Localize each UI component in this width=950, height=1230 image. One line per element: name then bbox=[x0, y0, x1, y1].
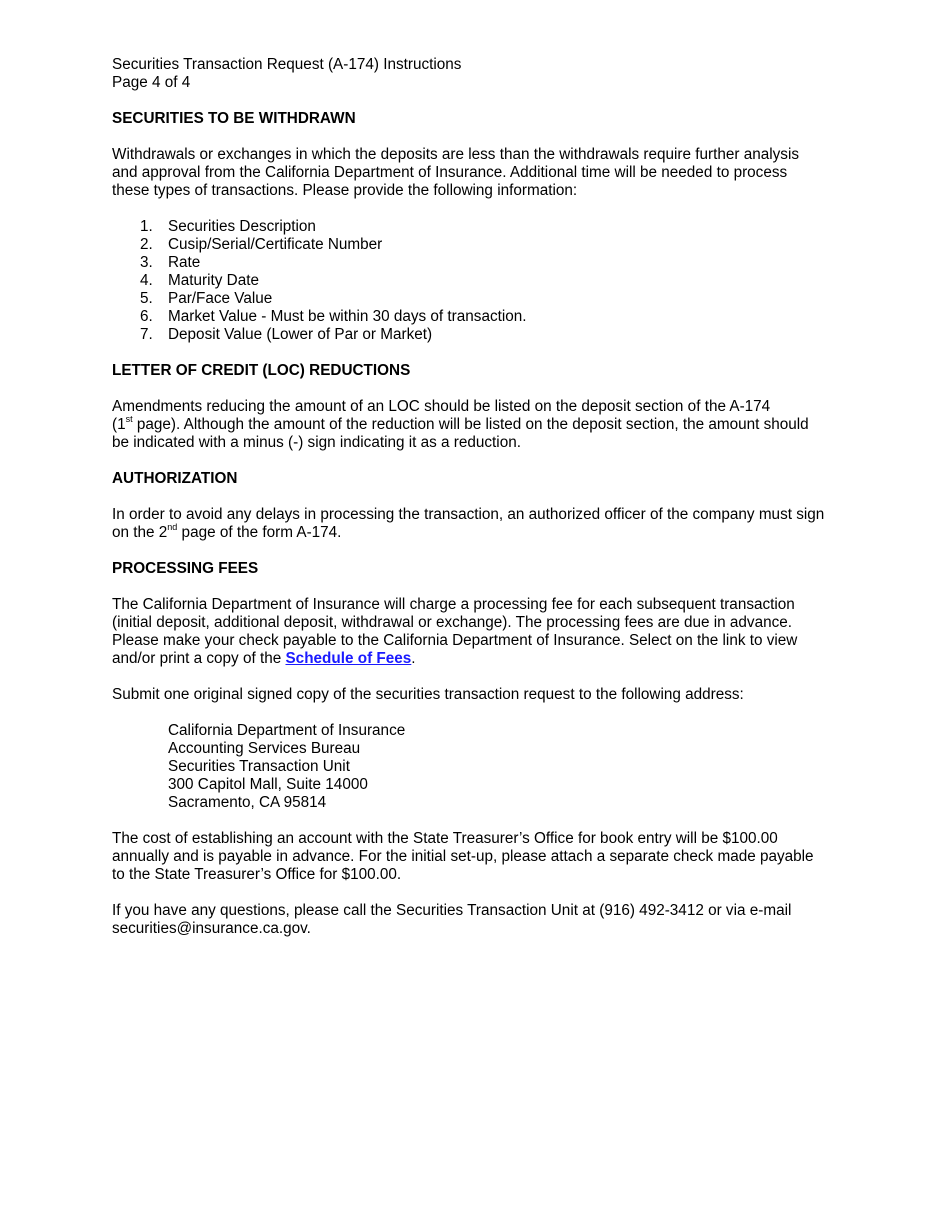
withdrawn-intro-line: these types of transactions. Please provide the following information: bbox=[112, 182, 578, 199]
list-item-number: 4. bbox=[140, 272, 153, 289]
section-title-fees: PROCESSING FEES bbox=[112, 560, 259, 577]
section-title-loc: LETTER OF CREDIT (LOC) REDUCTIONS bbox=[112, 362, 411, 379]
contact-email: securities@insurance.ca.gov. bbox=[112, 920, 311, 937]
section-title-authorization: AUTHORIZATION bbox=[112, 470, 238, 487]
authorization-line bbox=[112, 521, 842, 542]
list-item-text: Deposit Value (Lower of Par or Market) bbox=[168, 326, 433, 343]
list-item-number: 6. bbox=[140, 308, 153, 325]
list-item-text: Cusip/Serial/Certificate Number bbox=[168, 236, 383, 253]
mailing-address bbox=[112, 722, 842, 812]
cost-line: to the State Treasurer’s Office for $100.00. bbox=[112, 866, 402, 883]
list-item-text: Maturity Date bbox=[168, 272, 259, 289]
address-line: Securities Transaction Unit bbox=[168, 758, 350, 775]
withdrawn-intro-line: and approval from the California Department of Insurance. Additional time will be needed to process bbox=[112, 164, 788, 181]
fees-line: (initial deposit, additional deposit, withdrawal or exchange). The processing fees are due in advance. bbox=[112, 614, 792, 631]
list-item bbox=[112, 254, 842, 272]
list-item bbox=[112, 308, 842, 326]
authorization-line-text: on the 2 bbox=[112, 524, 168, 541]
list-item bbox=[112, 272, 842, 290]
questions-line: If you have any questions, please call the Securities Transaction Unit at (916) 492-3412 or via e-mail bbox=[112, 902, 792, 919]
withdrawn-intro bbox=[112, 146, 842, 200]
loc-line: Amendments reducing the amount of an LOC should be listed on the deposit section of the A-174 bbox=[112, 398, 771, 415]
fees-line-text: . bbox=[411, 650, 416, 667]
address-line: 300 Capitol Mall, Suite 14000 bbox=[168, 776, 368, 793]
ordinal-suffix: nd bbox=[167, 521, 178, 532]
list-item-number: 1. bbox=[140, 218, 153, 235]
document-title: Securities Transaction Request (A-174) Instructions bbox=[112, 56, 462, 73]
loc-line bbox=[112, 413, 842, 434]
list-item-number: 2. bbox=[140, 236, 153, 253]
authorization-line: In order to avoid any delays in processing the transaction, an authorized officer of the company must sign bbox=[112, 506, 825, 523]
section-title-withdrawn: SECURITIES TO BE WITHDRAWN bbox=[112, 110, 356, 127]
cost-paragraph bbox=[112, 830, 842, 884]
list-item-number: 3. bbox=[140, 254, 153, 271]
address-line: Sacramento, CA 95814 bbox=[168, 794, 327, 811]
address-line: Accounting Services Bureau bbox=[168, 740, 361, 757]
list-item bbox=[112, 326, 842, 344]
list-item-text: Rate bbox=[168, 254, 201, 271]
cost-line: annually and is payable in advance. For the initial set-up, please attach a separate check made payable bbox=[112, 848, 814, 865]
required-information-list bbox=[112, 218, 842, 344]
fees-line bbox=[112, 650, 842, 668]
document-page bbox=[112, 56, 842, 938]
schedule-of-fees-link[interactable]: Schedule of Fees bbox=[285, 650, 412, 667]
authorization-paragraph bbox=[112, 506, 842, 542]
document-header bbox=[112, 56, 842, 92]
list-item-text: Market Value - Must be within 30 days of transaction. bbox=[168, 308, 527, 325]
section-processing-fees bbox=[112, 560, 842, 938]
fees-line: Please make your check payable to the California Department of Insurance. Select on the link to view bbox=[112, 632, 798, 649]
submit-instruction: Submit one original signed copy of the securities transaction request to the following address: bbox=[112, 686, 744, 703]
fees-line-text: and/or print a copy of the bbox=[112, 650, 286, 667]
loc-paragraph bbox=[112, 398, 842, 452]
list-item-text: Securities Description bbox=[168, 218, 316, 235]
section-loc-reductions bbox=[112, 362, 842, 452]
cost-line: The cost of establishing an account with the State Treasurer’s Office for book entry will be $100.00 bbox=[112, 830, 778, 847]
loc-line-text: (1 bbox=[112, 416, 126, 433]
address-line: California Department of Insurance bbox=[168, 722, 406, 739]
list-item-number: 5. bbox=[140, 290, 153, 307]
ordinal-suffix: st bbox=[125, 413, 133, 424]
questions-paragraph bbox=[112, 902, 842, 938]
list-item-text: Par/Face Value bbox=[168, 290, 273, 307]
fees-paragraph bbox=[112, 596, 842, 668]
list-item-number: 7. bbox=[140, 326, 153, 343]
section-authorization bbox=[112, 470, 842, 542]
withdrawn-intro-line: Withdrawals or exchanges in which the deposits are less than the withdrawals require further analysis bbox=[112, 146, 800, 163]
loc-line: be indicated with a minus (-) sign indicating it as a reduction. bbox=[112, 434, 521, 451]
list-item bbox=[112, 290, 842, 308]
page-number: Page 4 of 4 bbox=[112, 74, 191, 91]
list-item bbox=[112, 218, 842, 236]
authorization-line-text: page of the form A-174. bbox=[177, 524, 342, 541]
section-securities-withdrawn bbox=[112, 110, 842, 344]
fees-line: The California Department of Insurance will charge a processing fee for each subsequent transaction bbox=[112, 596, 795, 613]
list-item bbox=[112, 236, 842, 254]
loc-line-text: page). Although the amount of the reduction will be listed on the deposit section, the amount should bbox=[132, 416, 809, 433]
